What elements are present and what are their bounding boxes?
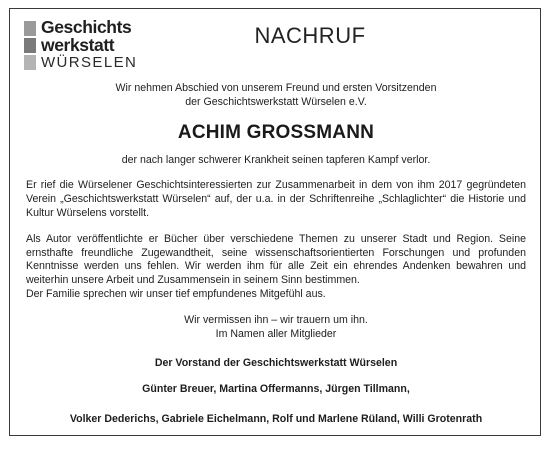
logo-line-2: werkstatt [41,34,115,55]
signature-organization: Der Vorstand der Geschichtswerkstatt Würselen [154,357,398,370]
obituary-frame [9,8,541,436]
paragraph-3: Der Familie sprechen wir unser tief empfundenes Mitgefühl aus. [26,287,326,300]
logo-line-3: WÜRSELEN [41,54,138,71]
closing-line-1: Wir vermissen ihn – wir trauern um ihn. [184,313,368,326]
paragraph-2: Als Autor veröffentlichte er Bücher über verschiedene Themen zu unserer Stadt und Region. Seine ernsthafte freundliche Zugewandtheit, seine wissenschaftsorientierten Forschungen und profunden Kenntnisse werden uns fehlen. Wir werden ihm für alle Zeit ein ehrendes Andenken bewahren und weiterhin unsere Arbeit und Zusammensein in seinem Sinn bestimmen. [26,232,526,287]
intro-line-2: der Geschichtswerkstatt Würselen e.V. [185,95,367,108]
intro-line-1: Wir nehmen Abschied von unserem Freund und ersten Vorsitzenden [115,82,437,94]
closing-line-2: Im Namen aller Mitglieder [215,327,337,340]
deceased-name: ACHIM GROSSMANN [177,121,375,143]
page-title: NACHRUF [254,23,366,48]
logo-line-1: Geschichts [41,17,132,37]
signature-names-line-1: Günter Breuer, Martina Offermanns, Jürgen Tillmann, [142,383,410,396]
signature-names-line-2: Volker Dederichs, Gabriele Eichelmann, Rolf und Marlene Rüland, Willi Grotenrath [69,412,483,425]
paragraph-1: Er rief die Würselener Geschichtsinteressierten zur Zusammenarbeit in dem von ihm 2017 gegründeten Verein „Geschichtswerkstatt Würselen“ auf, der u.a. in der Schriftenreihe „Schlaglichter“ die Historie und Kultur Würselens vorstellt. [26,179,526,219]
subline: der nach langer schwerer Krankheit seinen tapferen Kampf verlor. [121,153,431,166]
obituary-body [26,82,526,427]
